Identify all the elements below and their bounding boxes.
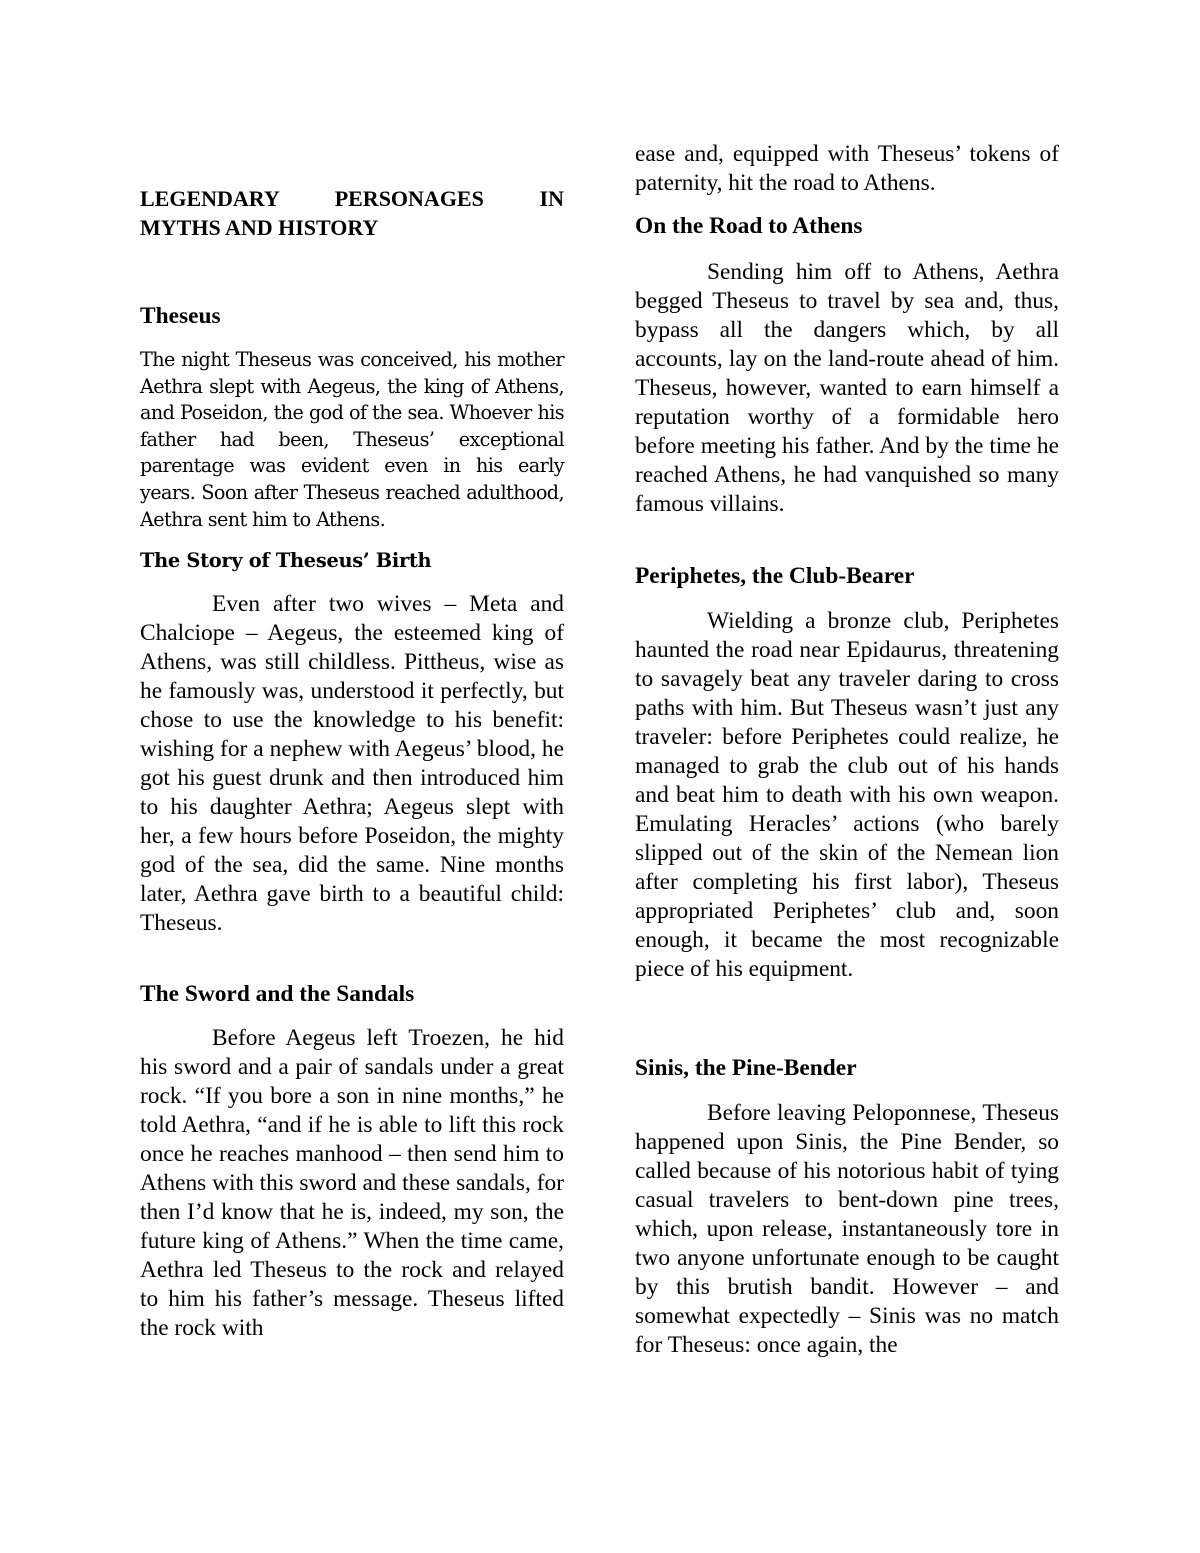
page-title-line-1: LEGENDARY PERSONAGES IN — [140, 186, 564, 211]
heading-road-to-athens: On the Road to Athens — [635, 213, 863, 239]
paragraph-periphetes: Wielding a bronze club, Periphetes haunted the road near Epidaurus, threatening to savagely beat any traveler daring to cross paths with him. But Theseus wasn’t just any traveler: before Periphetes could realize, he managed to grab the club out of his hands and beat him to death with his own weapon. Emulating Heracles’ actions (who barely slipped out of the skin of the Nemean lion after completing his first labor), Theseus appropriated Periphetes’ club and, soon enough, it became the most recognizable piece of his equipment. — [635, 608, 1059, 982]
heading-sinis: Sinis, the Pine-Bender — [635, 1055, 857, 1081]
paragraph-sinis: Before leaving Peloponnese, Theseus happened upon Sinis, the Pine Bender, so called because of his notorious habit of tying casual travelers to bent-down pine trees, which, upon release, instantaneously tore in two anyone unfortunate enough to be caught by this brutish bandit. However – and somewhat expectedly – Sinis was no match for Theseus: once again, the — [635, 1100, 1059, 1358]
paragraph-birth-story: Even after two wives – Meta and Chalciope – Aegeus, the esteemed king of Athens, was still childless. Pittheus, wise as he famously was, understood it perfectly, but chose to use the knowledge to his benefit: wishing for a nephew with Aegeus’ blood, he got his guest drunk and then introduced him to his daughter Aethra; Aegeus slept with her, a few hours before Poseidon, the mighty god of the sea, did the same. Nine months later, Aethra gave birth to a beautiful child: Theseus. — [140, 591, 564, 936]
heading-theseus: Theseus — [140, 303, 221, 329]
heading-periphetes: Periphetes, the Club-Bearer — [635, 563, 915, 589]
page-title — [140, 184, 564, 242]
subheading-birth-story: The Story of Theseus’ Birth — [140, 549, 432, 572]
paragraph-sword-continued: ease and, equipped with Theseus’ tokens of paternity, hit the road to Athens. — [635, 141, 1059, 196]
intro-paragraph: The night Theseus was conceived, his mother Aethra slept with Aegeus, the king of Athens, and Poseidon, the god of the sea. Whoever his father had been, Theseus’ exceptional parentage was evident even in his early years. Soon after Theseus reached adulthood, Aethra sent him to Athens. — [140, 348, 564, 531]
paragraph-road-to-athens: Sending him off to Athens, Aethra begged Theseus to travel by sea and, thus, bypass all the dangers which, by all accounts, lay on the land-route ahead of him. Theseus, however, wanted to earn himself a reputation worthy of a formidable hero before meeting his father. And by the time he reached Athens, he had vanquished so many famous villains. — [635, 259, 1059, 517]
page-title-line-2: MYTHS AND HISTORY — [140, 215, 379, 240]
heading-sword-and-sandals: The Sword and the Sandals — [140, 981, 415, 1007]
paragraph-sword-and-sandals: Before Aegeus left Troezen, he hid his sword and a pair of sandals under a great rock. “If you bore a son in nine months,” he told Aethra, “and if he is able to lift this rock once he reaches manhood – then send him to Athens with this sword and these sandals, for then I’d know that he is, indeed, my son, the future king of Athens.” When the time came, Aethra led Theseus to the rock and relayed to him his father’s message. Theseus lifted the rock with — [140, 1025, 564, 1341]
